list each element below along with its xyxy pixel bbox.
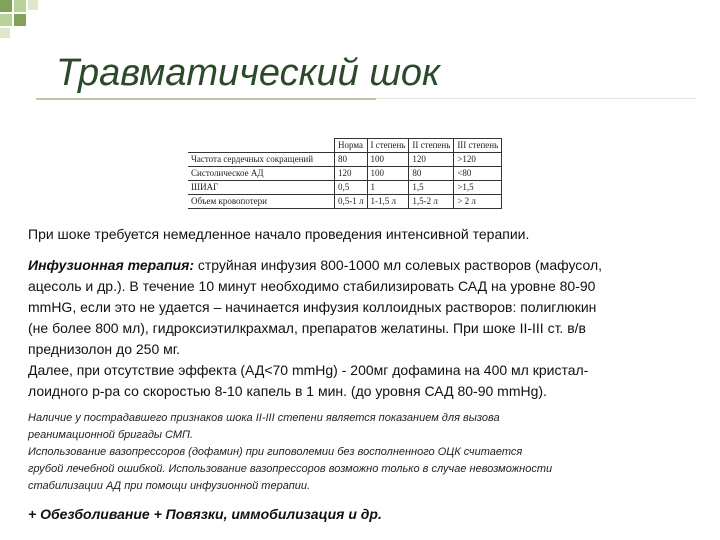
row-label: Объем кровопотери [188, 195, 335, 209]
table-cell: 1,5-2 л [409, 195, 454, 209]
table-cell: 0,5 [335, 181, 368, 195]
table-cell: > 2 л [454, 195, 502, 209]
table-cell: 1,5 [409, 181, 454, 195]
note-line: Наличие у пострадавшего признаков шока II-III степени является показанием для вызова [28, 412, 500, 424]
table-cell: <80 [454, 167, 502, 181]
infusion-term: Инфузионная терапия: [28, 257, 194, 273]
row-label: Систолическое АД [188, 167, 335, 181]
note-line: стабилизации АД при помощи инфузионной терапии. [28, 480, 311, 492]
table-cell: 80 [335, 153, 368, 167]
table-cell: 100 [367, 153, 409, 167]
shock-stages-table [188, 138, 502, 209]
table-cell: >1,5 [454, 181, 502, 195]
notes-block [28, 410, 704, 495]
table-header-cell: I степень [367, 139, 409, 153]
table-cell: >120 [454, 153, 502, 167]
infusion-line-text: струйная инфузия 800-1000 мл солевых растворов (мафусол, [197, 257, 603, 273]
table-row [188, 153, 502, 167]
row-label: Частота сердечных сокращений [188, 153, 335, 167]
table-header-empty [188, 139, 335, 153]
table-row [188, 181, 502, 195]
title-underline [36, 98, 376, 100]
infusion-line: Далее, при отсутствие эффекта (АД<70 mmHg) - 200мг дофамина на 400 мл кристал- [28, 362, 589, 378]
table-cell: 1 [367, 181, 409, 195]
footer-summary: + Обезболивание + Повязки, иммобилизация и др. [28, 506, 382, 522]
page-title: Травматический шок [56, 52, 440, 94]
table-cell: 120 [409, 153, 454, 167]
table-header-cell: II степень [409, 139, 454, 153]
note-line: реанимационной бригады СМП. [28, 429, 194, 441]
infusion-line: лоидного р-ра со скоростью 8-10 капель в 1 мин. (до уровня САД 80-90 mmHg). [28, 383, 547, 399]
table-cell: 0,5-1 л [335, 195, 368, 209]
table-cell: 1-1,5 л [367, 195, 409, 209]
table-row [188, 167, 502, 181]
table-cell: 100 [367, 167, 409, 181]
infusion-line [28, 255, 704, 276]
table-cell: 120 [335, 167, 368, 181]
note-line: грубой лечебной ошибкой. Использование вазопрессоров возможно только в случае невозможности [28, 463, 553, 475]
row-label: ШИАГ [188, 181, 335, 195]
table-row [188, 195, 502, 209]
main-text [28, 224, 704, 402]
intro-paragraph: При шоке требуется немедленное начало проведения интенсивной терапии. [28, 226, 530, 242]
note-line: Использование вазопрессоров (дофамин) при гиповолемии без восполненного ОЦК считается [28, 446, 523, 458]
corner-decoration [0, 0, 40, 40]
table-header-row [188, 139, 502, 153]
title-underline-extension [376, 98, 696, 99]
infusion-line: преднизолон до 250 мг. [28, 341, 181, 357]
table-cell: 80 [409, 167, 454, 181]
infusion-line: ацесоль и др.). В течение 10 минут необходимо стабилизировать САД на уровне 80-90 [28, 278, 596, 294]
infusion-line: mmHG, если это не удается – начинается инфузия коллоидных растворов: полиглюкин [28, 299, 597, 315]
table-header-cell: III степень [454, 139, 502, 153]
infusion-line: (не более 800 мл), гидроксиэтилкрахмал, препаратов желатины. При шоке II-III ст. в/в [28, 320, 586, 336]
table-header-cell: Норма [335, 139, 368, 153]
